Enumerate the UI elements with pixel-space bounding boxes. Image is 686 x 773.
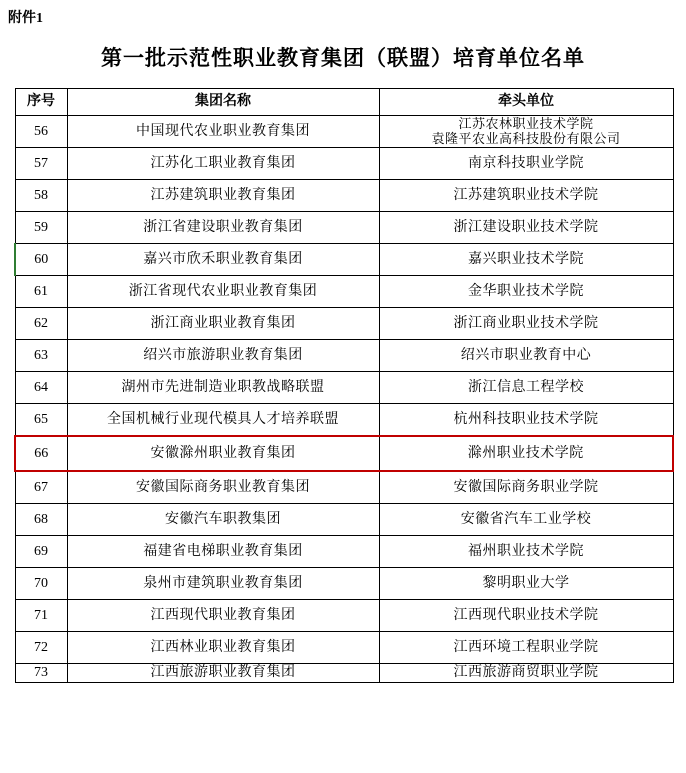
cell-lead-unit: 浙江信息工程学校 <box>379 372 673 404</box>
cell-seq: 66 <box>15 436 67 471</box>
table-row <box>15 212 673 244</box>
cell-seq: 60 <box>15 244 67 276</box>
table-row <box>15 116 673 148</box>
table-row <box>15 180 673 212</box>
lead-unit-multiline <box>380 117 673 147</box>
table-row <box>15 244 673 276</box>
unit-list-table <box>14 88 674 683</box>
table-header <box>15 89 673 116</box>
table-body <box>15 116 673 683</box>
column-header-lead-unit: 牵头单位 <box>379 89 673 116</box>
cell-group-name: 江苏建筑职业教育集团 <box>67 180 379 212</box>
column-header-seq: 序号 <box>15 89 67 116</box>
cell-group-name: 江西现代职业教育集团 <box>67 600 379 632</box>
table-row <box>15 340 673 372</box>
cell-lead-unit: 浙江建设职业技术学院 <box>379 212 673 244</box>
table-row <box>15 436 673 471</box>
table-row <box>15 276 673 308</box>
cell-seq: 73 <box>15 664 67 683</box>
cell-group-name: 中国现代农业职业教育集团 <box>67 116 379 148</box>
cell-seq: 68 <box>15 504 67 536</box>
cell-group-name: 安徽汽车职教集团 <box>67 504 379 536</box>
cell-lead-unit: 江苏建筑职业技术学院 <box>379 180 673 212</box>
cell-group-name: 全国机械行业现代模具人才培养联盟 <box>67 404 379 437</box>
cell-lead-unit: 嘉兴职业技术学院 <box>379 244 673 276</box>
cell-lead-unit: 黎明职业大学 <box>379 568 673 600</box>
cell-lead-unit: 南京科技职业学院 <box>379 148 673 180</box>
column-header-group-name: 集团名称 <box>67 89 379 116</box>
cell-group-name: 浙江省现代农业职业教育集团 <box>67 276 379 308</box>
attachment-label: 附件1 <box>8 11 43 26</box>
cell-seq: 71 <box>15 600 67 632</box>
cell-seq: 65 <box>15 404 67 437</box>
cell-lead-unit: 杭州科技职业技术学院 <box>379 404 673 437</box>
cell-seq: 58 <box>15 180 67 212</box>
cell-lead-unit: 江西现代职业技术学院 <box>379 600 673 632</box>
cell-group-name: 江西林业职业教育集团 <box>67 632 379 664</box>
cell-group-name: 嘉兴市欣禾职业教育集团 <box>67 244 379 276</box>
cell-lead-unit: 江西环境工程职业学院 <box>379 632 673 664</box>
cell-lead-unit: 浙江商业职业技术学院 <box>379 308 673 340</box>
cell-group-name: 江苏化工职业教育集团 <box>67 148 379 180</box>
cell-seq: 72 <box>15 632 67 664</box>
cell-seq: 56 <box>15 116 67 148</box>
table-row <box>15 600 673 632</box>
cell-lead-unit <box>379 116 673 148</box>
table-row <box>15 404 673 437</box>
table-row <box>15 148 673 180</box>
table-row <box>15 471 673 504</box>
cell-group-name: 浙江商业职业教育集团 <box>67 308 379 340</box>
cell-group-name: 福建省电梯职业教育集团 <box>67 536 379 568</box>
cell-seq: 59 <box>15 212 67 244</box>
cell-seq: 57 <box>15 148 67 180</box>
table-row <box>15 568 673 600</box>
cell-group-name: 安徽国际商务职业教育集团 <box>67 471 379 504</box>
table-row <box>15 308 673 340</box>
cell-group-name: 泉州市建筑职业教育集团 <box>67 568 379 600</box>
cell-group-name: 湖州市先进制造业职教战略联盟 <box>67 372 379 404</box>
cell-seq: 63 <box>15 340 67 372</box>
table-row <box>15 536 673 568</box>
cell-lead-unit: 福州职业技术学院 <box>379 536 673 568</box>
cell-seq: 64 <box>15 372 67 404</box>
table-row <box>15 664 673 683</box>
cell-seq: 70 <box>15 568 67 600</box>
page-title: 第一批示范性职业教育集团（联盟）培育单位名单 <box>101 46 585 70</box>
cell-seq: 67 <box>15 471 67 504</box>
cell-seq: 61 <box>15 276 67 308</box>
cell-lead-unit: 江西旅游商贸职业学院 <box>379 664 673 683</box>
table-row <box>15 372 673 404</box>
lead-unit-line-2: 袁隆平农业高科技股份有限公司 <box>431 130 621 146</box>
table-row <box>15 504 673 536</box>
cell-group-name: 浙江省建设职业教育集团 <box>67 212 379 244</box>
cell-lead-unit: 金华职业技术学院 <box>379 276 673 308</box>
cell-group-name: 安徽滁州职业教育集团 <box>67 436 379 471</box>
lead-unit-line-1: 江苏农林职业技术学院 <box>458 115 594 131</box>
cell-seq: 62 <box>15 308 67 340</box>
cell-seq: 69 <box>15 536 67 568</box>
cell-group-name: 绍兴市旅游职业教育集团 <box>67 340 379 372</box>
table-row <box>15 632 673 664</box>
table-header-row <box>15 89 673 116</box>
cell-lead-unit: 安徽国际商务职业学院 <box>379 471 673 504</box>
cell-lead-unit: 绍兴市职业教育中心 <box>379 340 673 372</box>
cell-lead-unit: 安徽省汽车工业学校 <box>379 504 673 536</box>
cell-lead-unit: 滁州职业技术学院 <box>379 436 673 471</box>
cell-group-name: 江西旅游职业教育集团 <box>67 664 379 683</box>
